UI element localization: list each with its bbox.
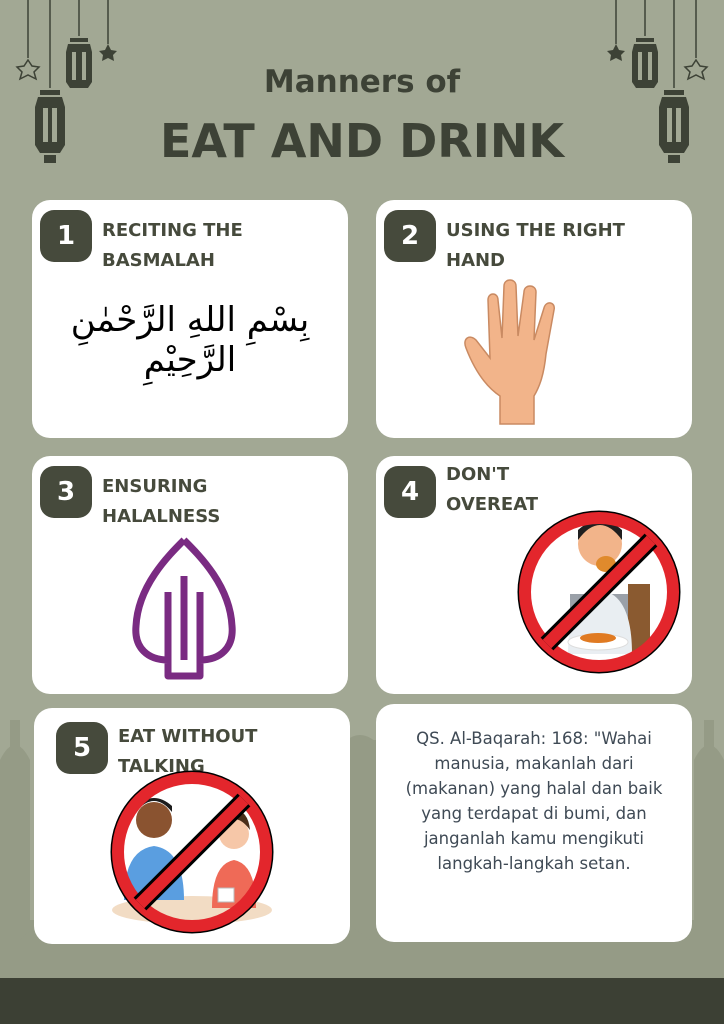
page-title: EAT AND DRINK [159,114,564,168]
card-label: DON'T OVEREAT [446,464,539,515]
card-dont-overeat [376,456,692,694]
card-right-hand [376,200,692,438]
quran-quote-card [376,704,692,942]
card-label: ENSURING HALALNESS [102,476,221,527]
no-overeating-icon [510,504,688,680]
card-reciting-basmalah [32,200,348,438]
step-number-badge: 1 [40,210,92,262]
step-number-badge: 2 [384,210,436,262]
card-label: USING THE RIGHT HAND [446,220,625,271]
subtitle: Manners of [263,64,461,100]
no-talking-while-eating-icon [100,760,284,940]
card-ensuring-halalness [32,456,348,694]
card-label: RECITING THE BASMALAH [102,220,243,271]
card-eat-without-talking [34,708,350,944]
step-number-badge: 5 [56,722,108,774]
quran-quote-text: QS. Al-Baqarah: 168: "Wahai manusia, makanlah dari (makanan) yang halal dan baik yang terdapat di bumi, dan janganlah kamu mengikuti langkah-langkah setan. [405,729,663,873]
card-label: EAT WITHOUT TALKING [118,726,258,777]
raised-right-hand-icon [460,278,580,426]
footer-bar [0,978,724,1024]
step-number-badge: 4 [384,466,436,518]
halal-logo-icon [128,536,240,686]
step-number-badge: 3 [40,466,92,518]
basmalah-calligraphy-icon: بِسْمِ اللهِ الرَّحْمٰنِ الرَّحِيْمِ [70,300,310,380]
